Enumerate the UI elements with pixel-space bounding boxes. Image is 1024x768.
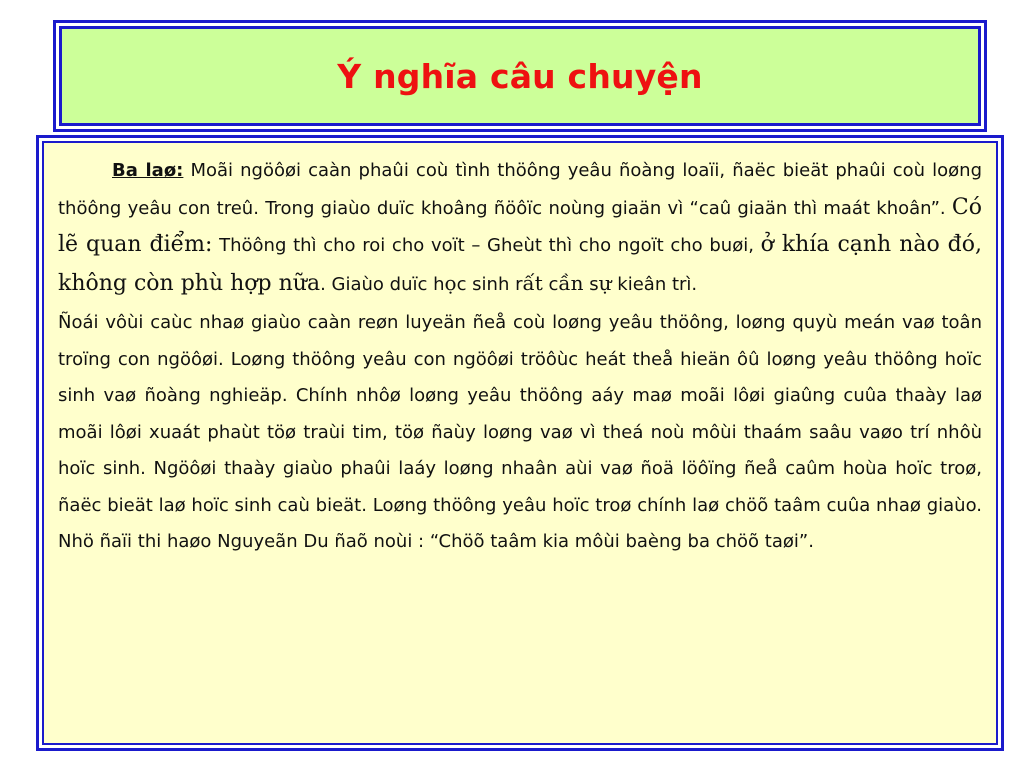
slide-title: Ý nghĩa câu chuyện — [337, 56, 703, 96]
content-frame — [36, 135, 1004, 751]
paragraph-1 — [58, 153, 982, 303]
paragraph-2: Ñoái vôùi caùc nhaø giaùo caàn reøn luyeän ñeå coù loøng yeâu thöông, loøng quyù meán vaø toân troïng con ngöôøi. Loøng thöông yeâu con ngöôøi tröôùc heát theå hieän ôû loøng yeâu thöông hoïc sinh vaø ñoàng nghieäp. Chính nhôø loøng yeâu thöông aáy maø moãi lôøi giaûng cuûa thaày laø moãi lôøi xuaát phaùt töø traùi tim, töø ñaùy loøng vaø vì theá noù môùi thaám saâu vaøo trí nhôù hoïc sinh. Ngöôøi thaày giaùo phaûi laáy loøng nhaân aùi vaø ñoä löôïng ñeå caûm hoùa hoïc troø, ñaëc bieät laø hoïc sinh caù bieät. Loøng thöông yeâu hoïc troø chính laø chöõ taâm cuûa nhaø giaùo. Nhö ñaïi thi haøo Nguyeãn Du ñaõ noùi : “Chöõ taâm kia môùi baèng ba chöõ taøi”. — [58, 312, 982, 552]
paragraph-1-text-a: Moãi ngöôøi caàn phaûi coù tình thöông yeâu ñoàng loaïi, ñaëc bieät phaûi coù loøng thöông yeâu con treû. Trong giaùo duïc khoâng ñöôïc noùng giaän vì “caû giaän thì maát khoân”. — [58, 160, 982, 219]
paragraph-1-text-f: s — [583, 273, 599, 295]
paragraph-1-emph-d: ất — [522, 270, 543, 295]
title-frame — [53, 20, 987, 132]
paragraph-1-emph-a: Có lẽ quan điểm: — [58, 194, 982, 257]
title-panel — [59, 26, 981, 126]
paragraph-1-text-e: c — [542, 273, 559, 295]
paragraph-1-text-d: c sinh r — [456, 273, 523, 295]
content-panel — [42, 141, 998, 745]
paragraph-1-lead: Ba laø: — [112, 160, 184, 181]
paragraph-1-text-g: kieân trì. — [611, 273, 698, 295]
paragraph-1-emph-f: ự — [598, 270, 612, 295]
paragraph-1-text-b: Thöông thì cho roi cho voït – Gheùt thì cho ngoït cho buøi, — [212, 235, 761, 256]
paragraph-1-emph-b: ở khía cạnh nào đó, không còn phù hợp nữa — [58, 232, 982, 296]
paragraph-1-emph-c: ọ — [444, 270, 457, 295]
paragraph-1-emph-e: ần — [558, 270, 584, 295]
paragraph-1-text-c: . Giaùo duïc h — [320, 273, 445, 295]
